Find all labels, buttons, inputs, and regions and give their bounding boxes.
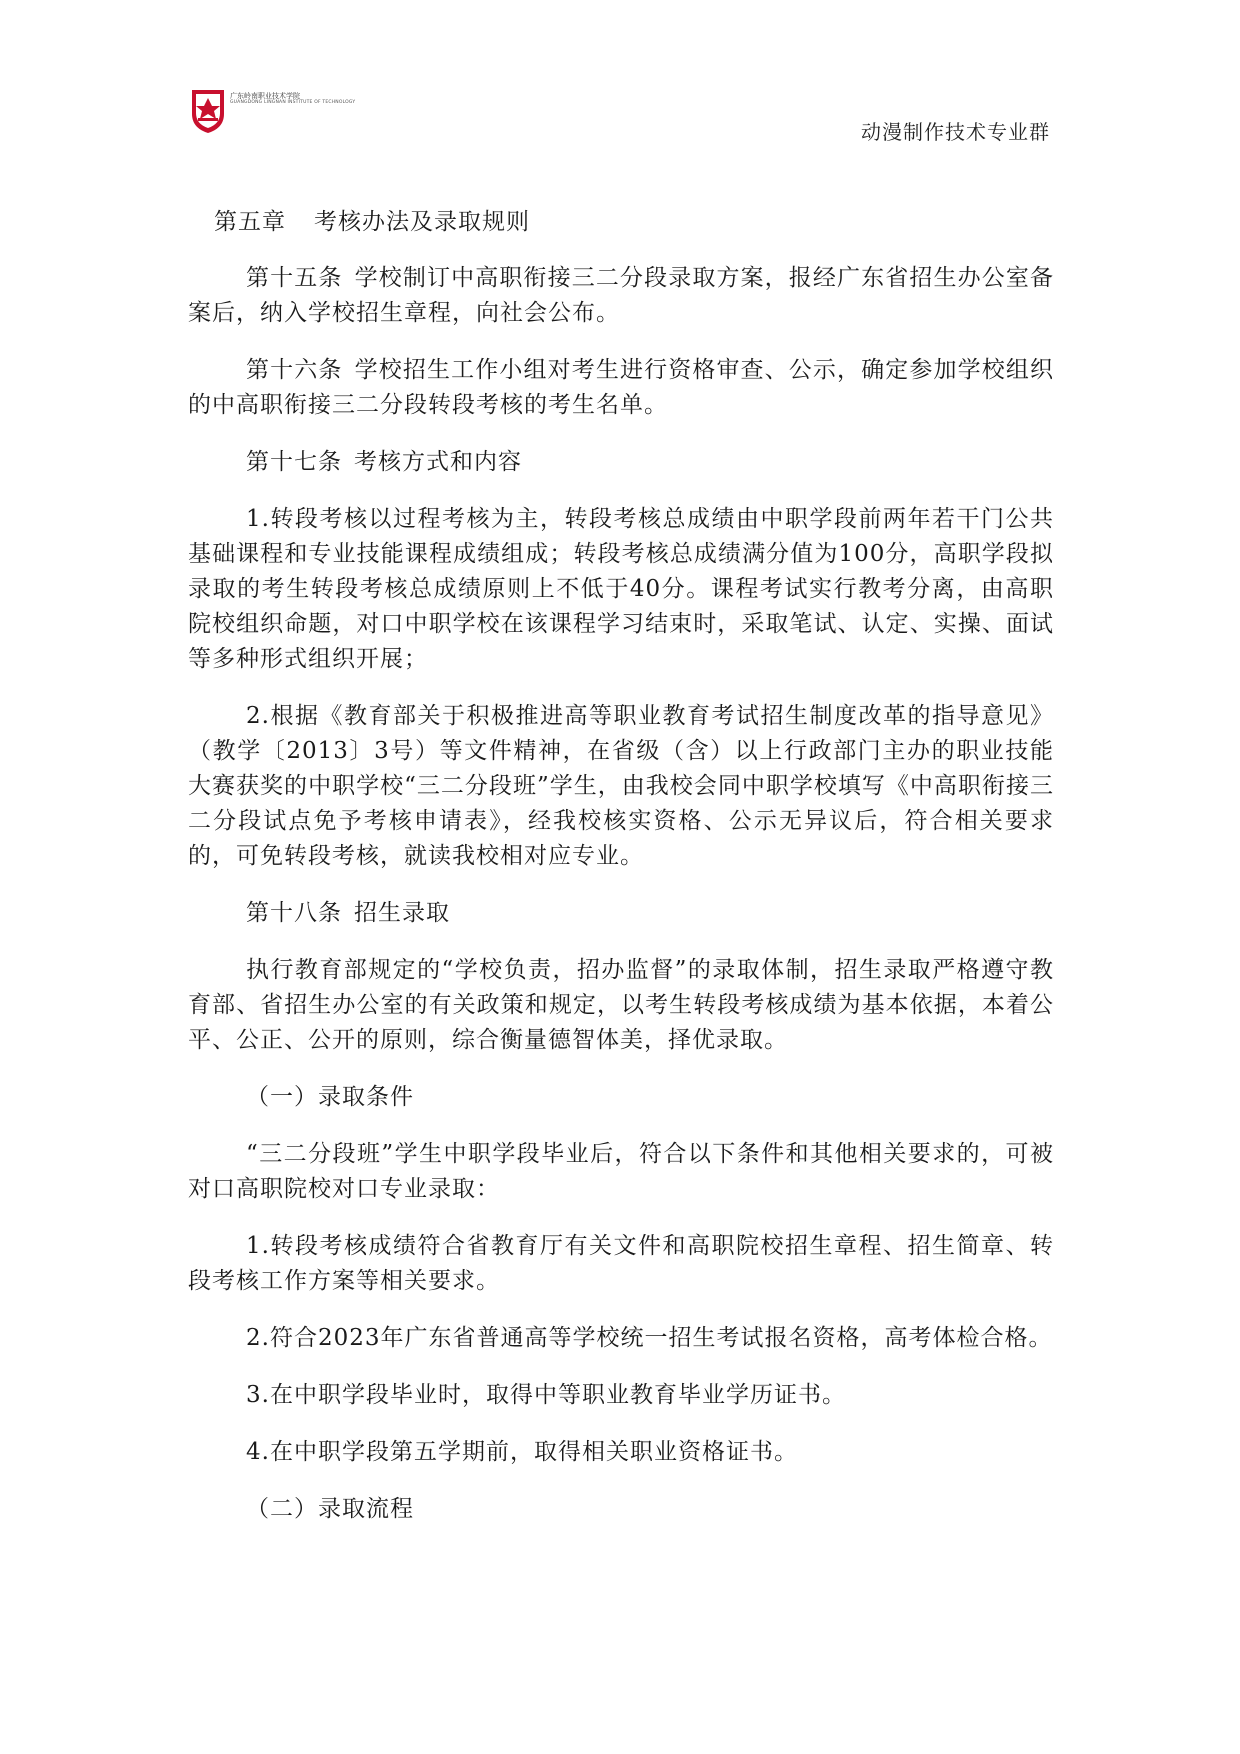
admission-conditions-intro: “三二分段班”学生中职学段毕业后，符合以下条件和其他相关要求的，可被对口高职院校对口专业录取： <box>188 1141 1054 1202</box>
article-17 <box>188 445 1054 480</box>
article-18-text: 招生录取 <box>354 900 450 926</box>
logo-chinese-name: 广东岭南职业技术学院 <box>230 92 300 100</box>
article-17-text: 考核方式和内容 <box>354 449 522 475</box>
chapter-number: 第五章 <box>214 209 286 235</box>
logo-english-name: GUANGDONG LINGNAN INSTITUTE OF TECHNOLOGY <box>230 100 356 106</box>
admission-condition-item: 4.在中职学段第五学期前，取得相关职业资格证书。 <box>246 1439 798 1465</box>
header-program-group: 动漫制作技术专业群 <box>861 120 1050 144</box>
admission-condition-item: 3.在中职学段毕业时，取得中等职业教育毕业学历证书。 <box>246 1382 846 1408</box>
chapter-title <box>214 205 1054 239</box>
logo-text <box>230 92 356 106</box>
admission-condition-item: 2.符合2023年广东省普通高等学校统一招生考试报名资格，高考体检合格。 <box>246 1325 1053 1351</box>
admission-process-heading: （二）录取流程 <box>246 1496 414 1522</box>
article-15-lead: 第十五条 <box>246 265 343 291</box>
document-body <box>188 205 1054 1549</box>
school-emblem-icon <box>190 88 226 134</box>
article-18-body: 执行教育部规定的“学校负责，招办监督”的录取体制，招生录取严格遵守教育部、省招生办公室的有关政策和规定，以考生转段考核成绩为基本依据，本着公平、公正、公开的原则，综合衡量德智体美，择优录取。 <box>188 957 1054 1053</box>
page-header <box>0 0 1240 160</box>
article-15-text: 学校制订中高职衔接三二分段录取方案，报经广东省招生办公室备案后，纳入学校招生章程，向社会公布。 <box>188 265 1055 326</box>
article-18-lead: 第十八条 <box>246 900 342 926</box>
article-15 <box>188 261 1054 331</box>
article-16-text: 学校招生工作小组对考生进行资格审查、公示，确定参加学校组织的中高职衔接三二分段转段考核的考生名单。 <box>188 357 1055 418</box>
admission-conditions-heading: （一）录取条件 <box>246 1084 414 1110</box>
school-logo <box>190 88 356 136</box>
article-17-item-1: 1.转段考核以过程考核为主，转段考核总成绩由中职学段前两年若干门公共基础课程和专业技能课程成绩组成；转段考核总成绩满分值为100分，高职学段拟录取的考生转段考核总成绩原则上不低于40分。课程考试实行教考分离，由高职院校组织命题，对口中职学校在该课程学习结束时，采取笔试、认定、实操、面试等多种形式组织开展； <box>188 506 1054 672</box>
article-18 <box>188 896 1054 931</box>
article-16-lead: 第十六条 <box>246 357 343 383</box>
article-17-lead: 第十七条 <box>246 449 342 475</box>
admission-condition-item: 1.转段考核成绩符合省教育厅有关文件和高职院校招生章程、招生简章、转段考核工作方案等相关要求。 <box>188 1233 1054 1294</box>
article-16 <box>188 353 1054 423</box>
article-17-item-2: 2.根据《教育部关于积极推进高等职业教育考试招生制度改革的指导意见》（教学〔2013〕3号）等文件精神，在省级（含）以上行政部门主办的职业技能大赛获奖的中职学校“三二分段班”学生，由我校会同中职学校填写《中高职衔接三二分段试点免予考核申请表》，经我校核实资格、公示无异议后，符合相关要求的，可免转段考核，就读我校相对应专业。 <box>188 703 1054 869</box>
chapter-name: 考核办法及录取规则 <box>314 209 530 235</box>
